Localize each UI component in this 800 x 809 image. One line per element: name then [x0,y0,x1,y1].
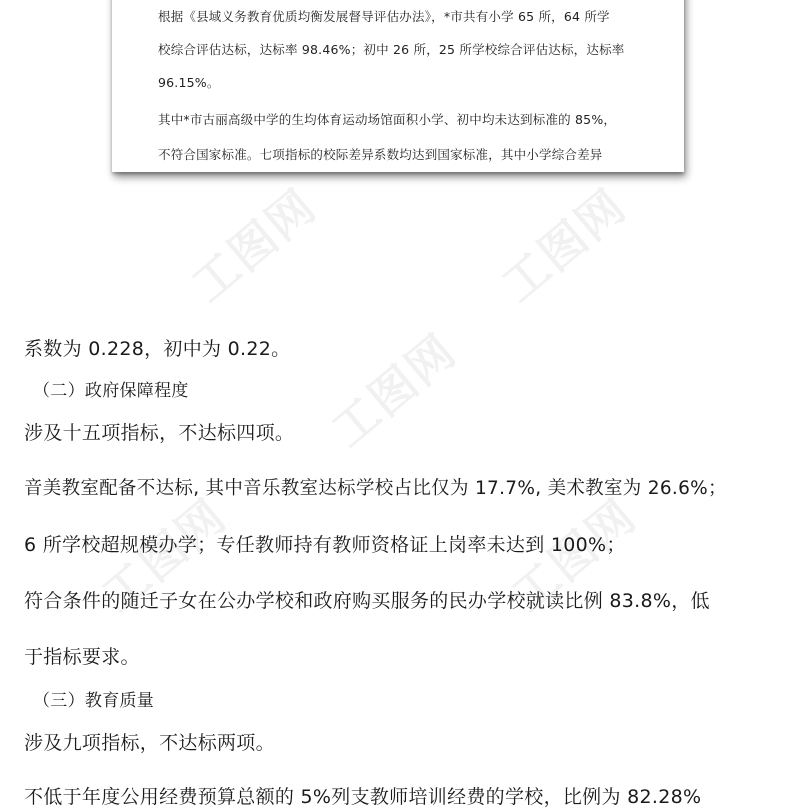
body-paragraph: 符合条件的随迁子女在公办学校和政府购买服务的民办学校就读比例 83.8%，低 [24,590,710,612]
watermark: 工图网 [501,488,647,623]
document-line: 校综合评估达标，达标率 98.46%；初中 26 所，25 所学校综合评估达标，达标率 [158,42,625,57]
body-paragraph: 涉及九项指标，不达标两项。 [24,732,275,754]
body-paragraph: 系数为 0.228，初中为 0.22。 [24,338,291,360]
body-paragraph: 不低于年度公用经费预算总额的 5%列支教师培训经费的学校，比例为 82.28% [24,786,702,808]
document-line: 96.15%。 [158,75,220,90]
body-paragraph: 音美教室配备不达标, 其中音乐教室达标学校占比仅为 17.7%, 美术教室为 26.6%； [24,478,727,499]
section-heading: （二）政府保障程度 [33,381,189,401]
watermark: 工图网 [491,178,637,313]
document-line: 根据《县域义务教育优质均衡发展督导评估办法》，*市共有小学 65 所，64 所学 [158,9,610,24]
body-paragraph: 于指标要求。 [24,646,140,668]
body-paragraph: 涉及十五项指标，不达标四项。 [24,422,295,444]
document-line: 其中*市古丽高级中学的生均体育运动场馆面积小学、初中均未达到标准的 85%， [158,112,617,127]
section-heading: （三）教育质量 [33,691,155,711]
watermark: 工图网 [91,488,237,623]
document-page-card [112,0,684,172]
watermark: 工图网 [181,178,327,313]
body-paragraph: 6 所学校超规模办学；专任教师持有教师资格证上岗率未达到 100%； [24,534,626,556]
document-line: 不符合国家标准。七项指标的校际差异系数均达到国家标准，其中小学综合差异 [158,147,603,162]
watermark: 工图网 [321,323,467,458]
